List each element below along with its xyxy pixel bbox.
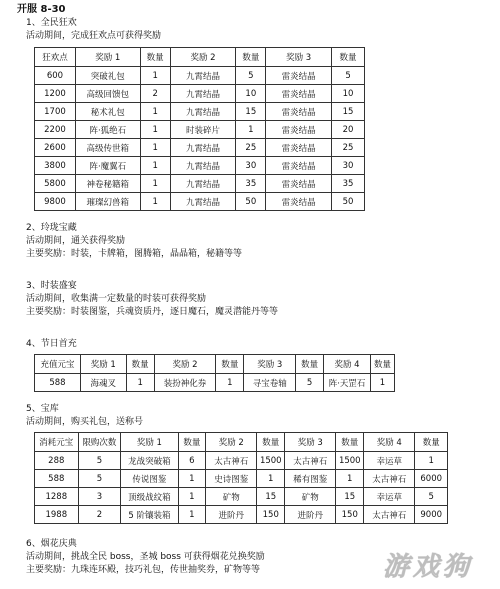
column-header: 数量 [371,355,395,374]
page-title: 开服 8-30 [17,4,66,15]
table-cell: 雷炎结晶 [266,85,332,103]
table-cell: 1 [140,67,170,85]
table-cell: 5 [236,67,266,85]
table-cell: 588 [35,374,81,392]
column-header: 数量 [140,48,170,67]
section-3-desc: 活动期间，收集满一定数量的时装可获得奖励 [26,294,207,304]
column-header: 数量 [415,433,448,452]
table-cell: 太古神石 [206,452,257,470]
table-cell: 20 [332,121,365,139]
table-cell: 30 [332,157,365,175]
table-cell: 15 [332,103,365,121]
table-cell: 1 [178,470,206,488]
table-cell: 9800 [35,193,76,211]
section-5-desc: 活动期间，购买礼包，送称号 [26,417,144,427]
table-cell: 150 [257,506,285,524]
section-3-title: 3、时装盛宴 [26,281,77,291]
table-cell: 1 [371,374,395,392]
column-header: 数量 [296,355,324,374]
table-cell: 雷炎结晶 [266,175,332,193]
table-header-row [35,355,395,374]
table-cell: 9000 [415,506,448,524]
table-cell: 288 [35,452,79,470]
column-header: 数量 [257,433,285,452]
table-cell: 1 [126,374,154,392]
table-cell: 幸运草 [364,488,415,506]
table-cell: 5 [78,470,121,488]
table-cell: 5 [78,452,121,470]
table-cell: 进阶丹 [285,506,336,524]
table-cell: 150 [336,506,364,524]
table-cell: 突破礼包 [75,67,140,85]
section-1-table [34,47,365,211]
table-cell: 6000 [415,470,448,488]
section-2-desc: 活动期间，通关获得奖励 [26,236,126,246]
table-cell: 6 [178,452,206,470]
table-cell: 九霄结晶 [170,157,236,175]
section-5-title: 5、宝库 [26,404,59,414]
watermark-text: 游戏狗 [382,552,474,582]
table-cell: 1 [140,121,170,139]
column-header: 数量 [216,355,244,374]
table-cell: 九霄结晶 [170,85,236,103]
table-cell: 50 [236,193,266,211]
table-cell: 史诗图鉴 [206,470,257,488]
table-cell: 35 [236,175,266,193]
table-cell: 龙战突破箱 [121,452,178,470]
table-cell: 寻宝卷轴 [244,374,296,392]
table-cell: 幸运草 [364,452,415,470]
table-cell: 矿物 [206,488,257,506]
table-row [35,488,448,506]
column-header: 充值元宝 [35,355,81,374]
table-cell: 雷炎结晶 [266,139,332,157]
section-1-title: 1、全民狂欢 [26,18,77,28]
table-cell: 九霄结晶 [170,175,236,193]
table-cell: 1700 [35,103,76,121]
table-cell: 1500 [336,452,364,470]
table-cell: 1288 [35,488,79,506]
column-header: 数量 [178,433,206,452]
table-cell: 1 [415,452,448,470]
table-cell: 2 [140,85,170,103]
table-cell: 雷炎结晶 [266,67,332,85]
table-cell: 2600 [35,139,76,157]
table-cell: 阵·天罡石 [324,374,371,392]
table-cell: 进阶丹 [206,506,257,524]
table-row [35,506,448,524]
table-row [35,103,365,121]
section-6-rewards: 主要奖励：九珠连环殿，技巧礼包，传世抽奖券，矿物等等 [26,565,261,575]
table-row [35,121,365,139]
table-cell: 时装碎片 [170,121,236,139]
table-cell: 1 [140,139,170,157]
table-cell: 1200 [35,85,76,103]
table-header-row [35,48,365,67]
table-cell: 矿物 [285,488,336,506]
table-cell: 5 [296,374,324,392]
table-cell: 5 阶镶装箱 [121,506,178,524]
table-cell: 3800 [35,157,76,175]
table-row [35,175,365,193]
table-cell: 1 [336,470,364,488]
table-cell: 3 [78,488,121,506]
column-header: 数量 [236,48,266,67]
column-header: 奖励 1 [121,433,178,452]
column-header: 数量 [336,433,364,452]
table-cell: 50 [332,193,365,211]
table-cell: 高级传世箱 [75,139,140,157]
column-header: 奖励 3 [266,48,332,67]
table-cell: 九霄结晶 [170,193,236,211]
table-row [35,193,365,211]
column-header: 消耗元宝 [35,433,79,452]
column-header: 奖励 3 [285,433,336,452]
table-cell: 雷炎结晶 [266,193,332,211]
table-cell: 35 [332,175,365,193]
table-cell: 秘术礼包 [75,103,140,121]
section-5-table [34,432,448,524]
section-6-desc: 活动期间，挑战全民 boss，圣城 boss 可获得烟花兑换奖励 [26,552,265,562]
table-cell: 25 [236,139,266,157]
table-cell: 雷炎结晶 [266,157,332,175]
table-cell: 15 [257,488,285,506]
table-cell: 30 [236,157,266,175]
table-cell: 2 [78,506,121,524]
table-cell: 顶级战纹箱 [121,488,178,506]
table-cell: 海魂叉 [80,374,126,392]
table-cell: 2200 [35,121,76,139]
table-cell: 太古神石 [285,452,336,470]
table-cell: 600 [35,67,76,85]
table-cell: 588 [35,470,79,488]
table-cell: 10 [236,85,266,103]
section-1-desc: 活动期间，完成狂欢点可获得奖励 [26,31,162,41]
table-cell: 雷炎结晶 [266,121,332,139]
table-cell: 1988 [35,506,79,524]
table-cell: 1 [236,121,266,139]
table-row [35,139,365,157]
table-cell: 璀璨幻兽箱 [75,193,140,211]
table-header-row [35,433,448,452]
column-header: 狂欢点 [35,48,76,67]
table-cell: 太古神石 [364,470,415,488]
table-cell: 1 [257,470,285,488]
table-cell: 装扮神化券 [154,374,216,392]
table-cell: 传说图鉴 [121,470,178,488]
table-cell: 5800 [35,175,76,193]
column-header: 奖励 1 [75,48,140,67]
table-cell: 25 [332,139,365,157]
table-cell: 1 [140,103,170,121]
table-cell: 1 [140,193,170,211]
table-cell: 雷炎结晶 [266,103,332,121]
table-cell: 九霄结晶 [170,139,236,157]
table-cell: 九霄结晶 [170,103,236,121]
column-header: 奖励 4 [364,433,415,452]
table-cell: 15 [236,103,266,121]
table-cell: 5 [332,67,365,85]
table-cell: 高级回馈包 [75,85,140,103]
table-cell: 1 [178,506,206,524]
table-cell: 1 [178,488,206,506]
section-4-table [34,354,395,392]
column-header: 奖励 4 [324,355,371,374]
table-cell: 15 [336,488,364,506]
section-3-rewards: 主要奖励：时装图鉴，兵魂资质丹，逐日魔石，魔灵潜能丹等等 [26,307,279,317]
table-cell: 1 [216,374,244,392]
section-2-title: 2、玲珑宝藏 [26,223,77,233]
column-header: 奖励 2 [206,433,257,452]
table-cell: 神卷秘籍箱 [75,175,140,193]
column-header: 奖励 2 [170,48,236,67]
table-row [35,452,448,470]
table-cell: 稀有图鉴 [285,470,336,488]
table-row [35,374,395,392]
table-cell: 九霄结晶 [170,67,236,85]
table-cell: 1 [140,157,170,175]
table-row [35,157,365,175]
section-6-title: 6、烟花庆典 [26,539,77,549]
table-row [35,67,365,85]
table-cell: 太古神石 [364,506,415,524]
table-row [35,85,365,103]
column-header: 奖励 2 [154,355,216,374]
table-cell: 10 [332,85,365,103]
section-4-title: 4、节日首充 [26,339,77,349]
section-2-rewards: 主要奖励：时装，卡牌箱，图腾箱，晶晶箱，秘籍等等 [26,249,243,259]
column-header: 数量 [332,48,365,67]
table-cell: 1 [140,175,170,193]
watermark-logo [362,545,494,585]
table-cell: 5 [415,488,448,506]
table-cell: 阵·狐绝石 [75,121,140,139]
table-cell: 阵·魔翼石 [75,157,140,175]
table-cell: 1500 [257,452,285,470]
column-header: 限购次数 [78,433,121,452]
column-header: 数量 [126,355,154,374]
table-row [35,470,448,488]
column-header: 奖励 3 [244,355,296,374]
column-header: 奖励 1 [80,355,126,374]
